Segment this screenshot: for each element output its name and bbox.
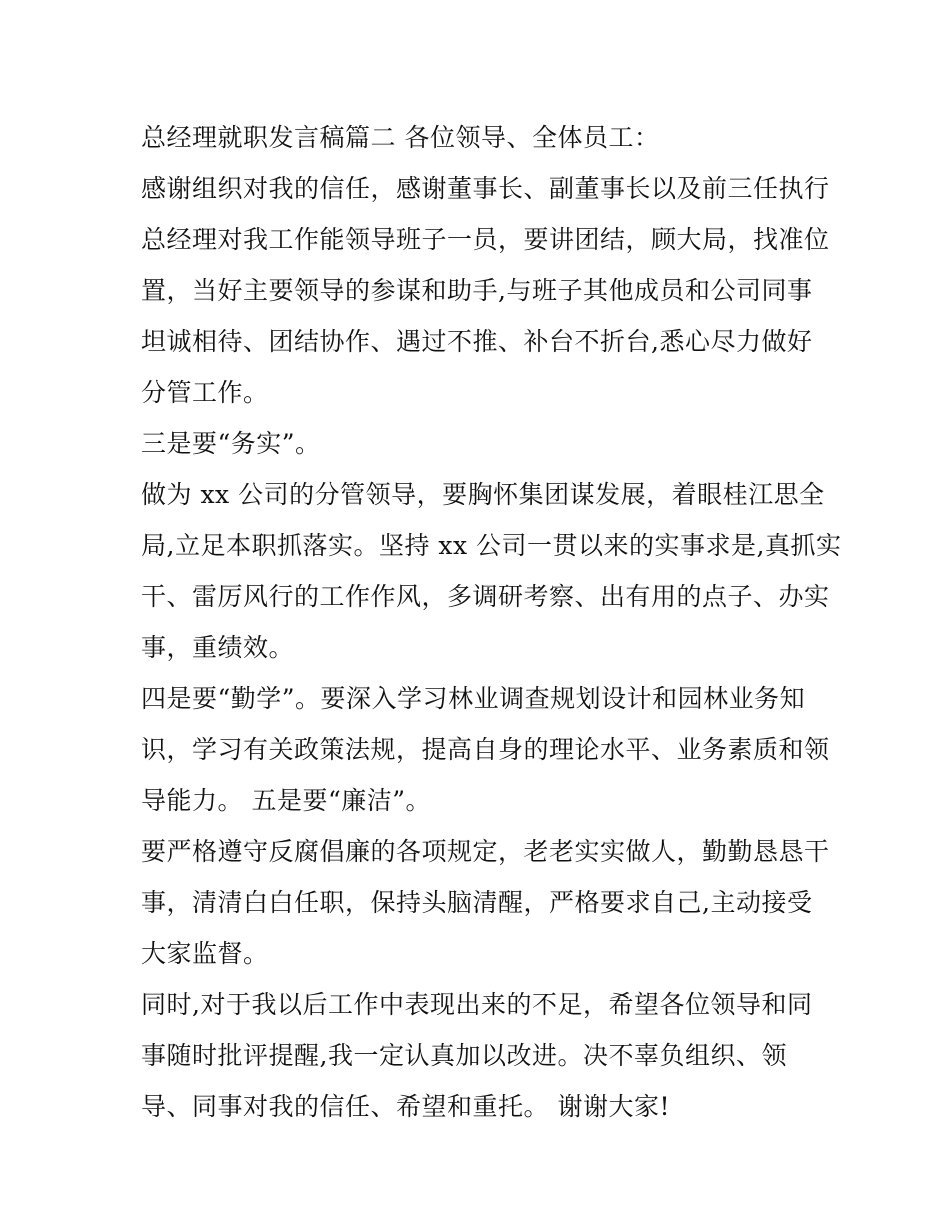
text-line: 做为 xx 公司的分管领导，要胸怀集团谋发展，着眼桂江思全	[141, 480, 825, 509]
text-line: 四是要“勤学”。要深入学习林业调查规划设计和园林业务知	[141, 684, 806, 713]
text-line: 要严格遵守反腐倡廉的各项规定，老老实实做人，勤勤恳恳干	[141, 837, 830, 866]
speech-body	[141, 112, 842, 1132]
text-line: 干、雷厉风行的工作作风，多调研考察、出有用的点子、办实	[141, 582, 830, 611]
text-line: 感谢组织对我的信任，感谢董事长、副董事长以及前三任执行	[141, 174, 830, 203]
text-line: 事，重绩效。	[141, 633, 295, 662]
text-line: 总经理对我工作能领导班子一员，要讲团结，顾大局，找准位	[141, 225, 830, 254]
text-line: 三是要“务实”。	[141, 429, 321, 458]
text-line: 事随时批评提醒,我一定认真加以改进。决不辜负组织、领	[141, 1041, 787, 1070]
text-line: 大家监督。	[141, 939, 269, 968]
text-line: 坦诚相待、团结协作、遇过不推、补台不折台,悉心尽力做好	[141, 327, 813, 356]
text-line-title: 总经理就职发言稿篇二 各位领导、全体员工：	[141, 123, 660, 152]
text-line: 导能力。 五是要“廉洁”。	[141, 786, 432, 815]
text-line: 事，清清白白任职，保持头脑清醒，严格要求自己,主动接受	[141, 888, 813, 917]
text-line: 局,立足本职抓落实。坚持 xx 公司一贯以来的实事求是,真抓实	[141, 531, 842, 560]
text-line: 置，当好主要领导的参谋和助手,与班子其他成员和公司同事	[141, 276, 813, 305]
text-line: 分管工作。	[141, 378, 269, 407]
text-line-closing: 导、同事对我的信任、希望和重托。 谢谢大家!	[141, 1092, 670, 1121]
text-line: 同时,对于我以后工作中表现出来的不足，希望各位领导和同	[141, 990, 813, 1019]
text-line: 识，学习有关政策法规，提高自身的理论水平、业务素质和领	[141, 735, 830, 764]
